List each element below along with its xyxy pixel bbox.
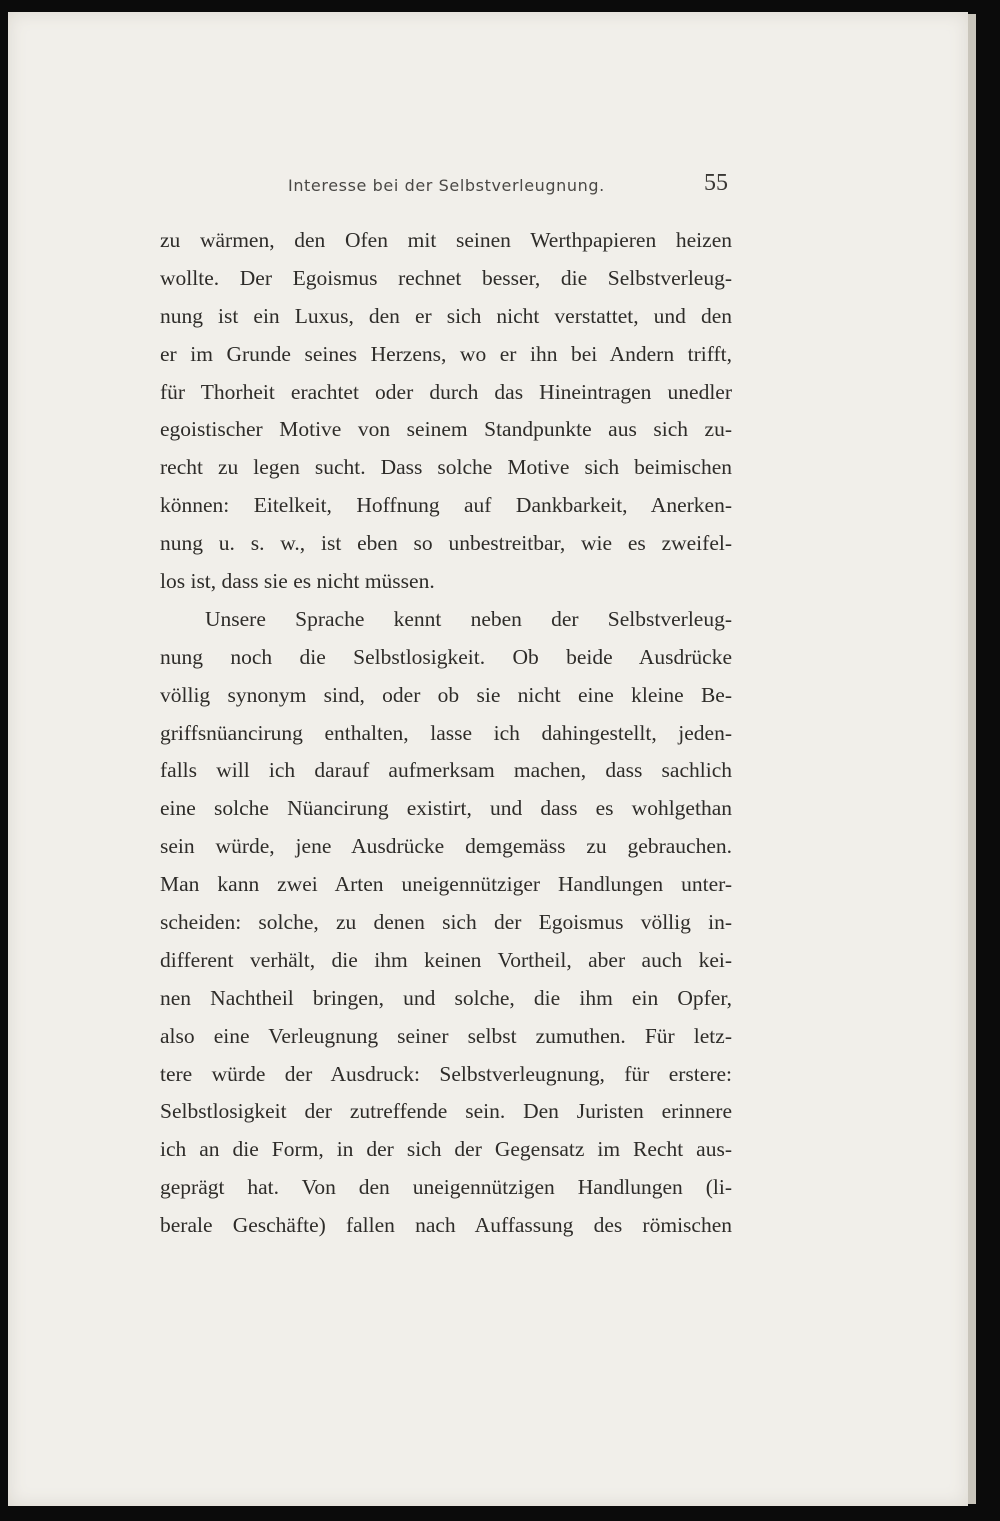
- text-line: Man kann zwei Arten uneigennütziger Handlungen unter-: [160, 872, 732, 897]
- page-number: 55: [704, 170, 728, 196]
- body-text: [160, 222, 732, 1245]
- text-line: sein würde, jene Ausdrücke demgemäss zu gebrauchen.: [160, 834, 732, 859]
- text-line: wollte. Der Egoismus rechnet besser, die Selbstverleug-: [160, 265, 732, 290]
- text-line: völlig synonym sind, oder ob sie nicht eine kleine Be-: [160, 682, 732, 707]
- text-line: nung u. s. w., ist eben so unbestreitbar, wie es zweifel-: [160, 531, 732, 556]
- text-line: scheiden: solche, zu denen sich der Egoismus völlig in-: [160, 910, 732, 935]
- text-line: können: Eitelkeit, Hoffnung auf Dankbarkeit, Anerken-: [160, 493, 732, 518]
- text-line: nen Nachtheil bringen, und solche, die ihm ein Opfer,: [160, 985, 732, 1010]
- page-header: [160, 168, 728, 202]
- page-edge: [968, 14, 976, 1504]
- text-line: er im Grunde seines Herzens, wo er ihn bei Andern trifft,: [160, 341, 732, 366]
- text-line: los ist, dass sie es nicht müssen.: [160, 569, 435, 594]
- text-line: nung noch die Selbstlosigkeit. Ob beide Ausdrücke: [160, 644, 732, 669]
- text-line: eine solche Nüancirung existirt, und dass es wohlgethan: [160, 796, 732, 821]
- text-line: tere würde der Ausdruck: Selbstverleugnung, für erstere:: [160, 1061, 732, 1086]
- text-line: für Thorheit erachtet oder durch das Hineintragen unedler: [160, 379, 732, 404]
- text-line: different verhält, die ihm keinen Vortheil, aber auch kei-: [160, 947, 732, 972]
- text-line: egoistischer Motive von seinem Standpunkte aus sich zu-: [160, 417, 732, 442]
- text-line: recht zu legen sucht. Dass solche Motive sich beimischen: [160, 455, 732, 480]
- text-line: berale Geschäfte) fallen nach Auffassung des römischen: [160, 1213, 732, 1238]
- text-line: griffsnüancirung enthalten, lasse ich dahingestellt, jeden-: [160, 720, 732, 745]
- text-line: also eine Verleugnung seiner selbst zumuthen. Für letz-: [160, 1023, 732, 1048]
- text-line: falls will ich darauf aufmerksam machen, dass sachlich: [160, 758, 732, 783]
- text-line: Unsere Sprache kennt neben der Selbstverleug-: [205, 606, 732, 631]
- running-title: Interesse bei der Selbstverleugnung.: [288, 176, 605, 195]
- text-line: nung ist ein Luxus, den er sich nicht verstattet, und den: [160, 303, 732, 328]
- text-line: Selbstlosigkeit der zutreffende sein. Den Juristen erinnere: [160, 1099, 732, 1124]
- text-line: zu wärmen, den Ofen mit seinen Werthpapieren heizen: [160, 228, 732, 252]
- text-line: geprägt hat. Von den uneigennützigen Handlungen (li-: [160, 1175, 732, 1200]
- text-line: ich an die Form, in der sich der Gegensatz im Recht aus-: [160, 1137, 732, 1162]
